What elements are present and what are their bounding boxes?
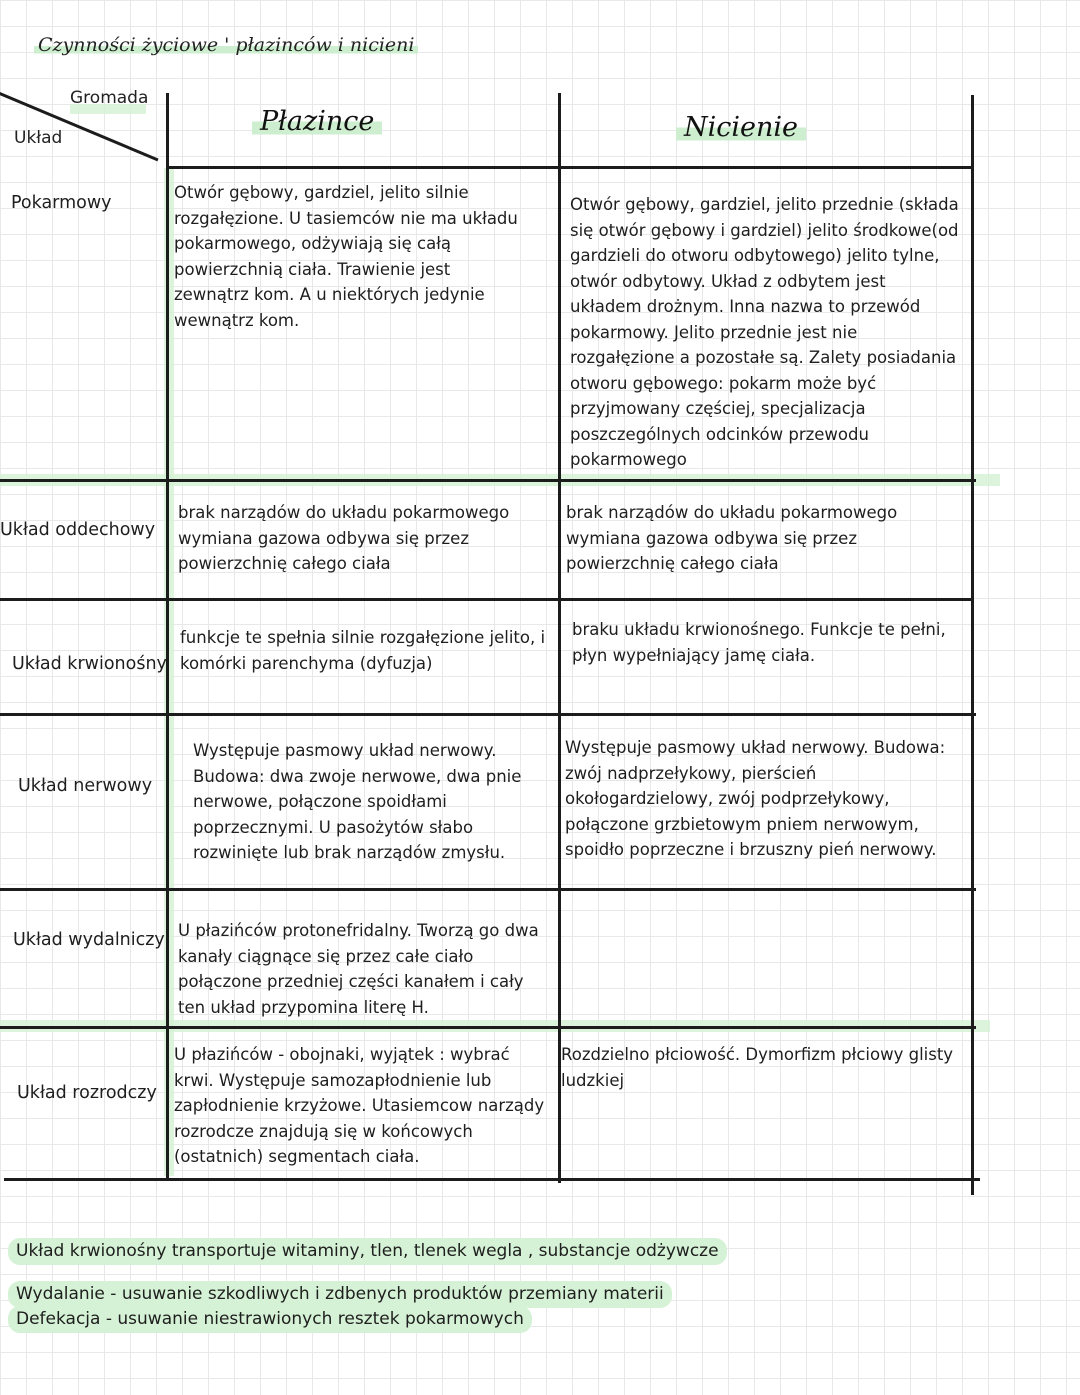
cell-nicienie-krwionosny: braku układu krwionośnego. Funkcje te pełni, płyn wypełniający jamę ciała. — [572, 620, 946, 665]
cell-plazince-pokarmowy: Otwór gębowy, gardziel, jelito silnie rozgałęzione. U tasiemców nie ma układu pokarmowego, odżywiają się całą powierzchnią ciała. Trawienie jest zewnątrz kom. A u niektórych jedynie wewnątrz kom. — [174, 183, 518, 330]
note-defekacja: Defekacja - usuwanie niestrawionych resztek pokarmowych — [8, 1306, 532, 1333]
table-hline-1 — [0, 479, 976, 482]
header-corner-top: Gromada — [70, 88, 149, 108]
cell-nicienie-pokarmowy: Otwór gębowy, gardziel, jelito przednie (składa się otwór gębowy i gardziel) jelito środkowe(od gardzieli do otworu odbytowego) jelito tylne, otwór odbytowy. Układ z odbytem jest układem drożnym. Inna nazwa to przewód pokarmowy. Jelito przednie jest nie rozgałęzione a pozostałe są. Zalety posiadania otworu gębowego: pokarm może być przyjmowany częściej, specjalizacja poszczególnych odcinków przewodu pokarmowego — [570, 195, 959, 469]
note-wydalanie: Wydalanie - usuwanie szkodliwych i zdbenych produktów przemiany materii — [8, 1281, 672, 1308]
row-label-oddechowy: Układ oddechowy — [0, 520, 156, 540]
header-corner-bottom: Układ — [14, 128, 63, 148]
table-vline-2 — [558, 93, 561, 1183]
table-vline-3 — [971, 95, 974, 1195]
row-label-pokarmowy: Pokarmowy — [11, 193, 112, 213]
table-hline-5 — [0, 1026, 976, 1029]
cell-plazince-wydalniczy: U płazińców protonefridalny. Tworzą go dwa kanały ciągnące się przez całe ciało połączone przedniej części kanałem i cały ten układ przypomina literę H. — [178, 921, 539, 1017]
row-label-rozrodczy: Układ rozrodczy — [17, 1083, 157, 1103]
cell-nicienie-rozrodczy: Rozdzielno płciowość. Dymorfizm płciowy glisty ludzkiej — [561, 1045, 954, 1090]
cell-plazince-krwionosny: funkcje te spełnia silnie rozgałęzione jelito, i komórki parenchyma (dyfuzja) — [180, 628, 546, 673]
column-header-nicienie: Nicienie — [676, 112, 806, 143]
page-title: Czynności życiowe ' płazinców i nicieni — [34, 34, 418, 56]
cell-plazince-nerwowy: Występuje pasmowy układ nerwowy. Budowa: dwa zwoje nerwowe, dwa pnie nerwowe, połączone spoidłami poprzecznymi. U pasożytów słabo rozwinięte lub brak narządów zmysłu. — [193, 741, 522, 862]
table-vline-1 — [166, 93, 169, 1178]
table-hline-3 — [0, 713, 976, 716]
table-hline-bottom — [4, 1178, 980, 1181]
cell-plazince-rozrodczy: U płazińców - obojnaki, wyjątek : wybrać krwi. Występuje samozapłodnienie lub zapłodnienie krzyżowe. Utasiemcow narządy rozrodcze znajdują się w końcowych (ostatnich) segmentach ciała. — [174, 1045, 545, 1166]
row-label-wydalniczy: Układ wydalniczy — [13, 930, 165, 950]
cell-nicienie-nerwowy: Występuje pasmowy układ nerwowy. Budowa: zwój nadprzełykowy, pierścień okołogardzielowy, zwój podprzełykowy, połączone grzbietowym pniem nerwowym, spoidło poprzeczne i brzuszny pień nerwowy. — [565, 738, 946, 859]
row-label-krwionosny: Układ krwionośny — [12, 654, 167, 674]
column-header-plazince: Płazince — [252, 106, 382, 137]
row-label-nerwowy: Układ nerwowy — [18, 776, 153, 796]
note-krwionosny: Układ krwionośny transportuje witaminy, tlen, tlenek wegla , substancje odżywcze — [8, 1238, 727, 1265]
table-hline-header — [166, 166, 974, 169]
table-hline-2 — [0, 598, 972, 601]
table-hline-4 — [0, 888, 976, 891]
cell-plazince-oddechowy: brak narządów do układu pokarmowego wymiana gazowa odbywa się przez powierzchnię całego ciała — [178, 503, 510, 573]
cell-nicienie-oddechowy: brak narządów do układu pokarmowego wymiana gazowa odbywa się przez powierzchnię całego ciała — [566, 503, 898, 573]
